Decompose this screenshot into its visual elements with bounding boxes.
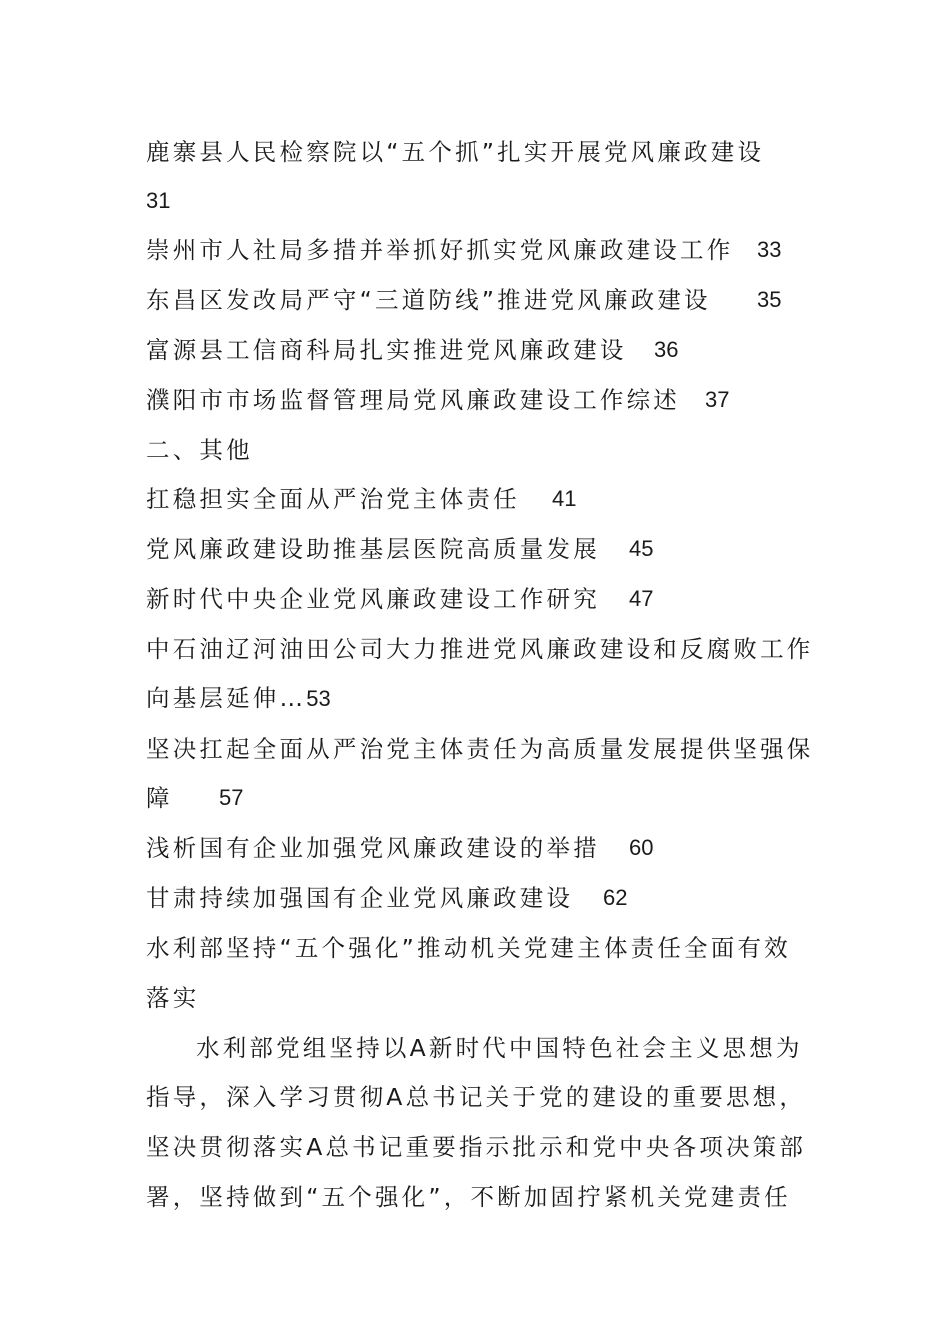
toc-item-page: 62 (603, 885, 628, 910)
article-paragraph-line: 水利部党组坚持以A新时代中国特色社会主义思想为 (196, 1034, 803, 1062)
toc-item-title: 新时代中央企业党风廉政建设工作研究 (146, 585, 600, 613)
toc-item-page: 31 (146, 188, 171, 213)
article-paragraph-line: 指导，深入学习贯彻A总书记关于党的建设的重要思想， (146, 1083, 807, 1111)
toc-item-page: 41 (552, 486, 577, 511)
toc-item-title: 甘肃持续加强国有企业党风廉政建设 (146, 884, 574, 912)
toc-item-page: 45 (629, 536, 654, 561)
toc-item-page: 36 (654, 337, 679, 362)
toc-item-page: 47 (629, 586, 654, 611)
article-paragraph-line: 署，坚持做到“五个强化”，不断加固拧紧机关党建责任 (146, 1183, 791, 1211)
toc-item-title: 扛稳担实全面从严治党主体责任 (146, 485, 520, 513)
toc-item-title: 崇州市人社局多措并举抓好抓实党风廉政建设工作 (146, 236, 734, 264)
toc-item-page: 57 (219, 785, 244, 810)
toc-item-title: 党风廉政建设助推基层医院高质量发展 (146, 535, 600, 563)
toc-item-title: 东昌区发改局严守“三道防线”推进党风廉政建设 (146, 286, 711, 314)
toc-item-title: 坚决扛起全面从严治党主体责任为高质量发展提供坚强保 (146, 735, 814, 763)
section-heading: 二、其他 (146, 436, 253, 464)
toc-item-page: 35 (757, 287, 782, 312)
toc-item-title-continued (146, 683, 331, 714)
toc-item-title: 濮阳市市场监督管理局党风廉政建设工作综述 (146, 386, 680, 414)
toc-item-title: 鹿寨县人民检察院以“五个抓”扎实开展党风廉政建设 (146, 138, 765, 166)
toc-item-page: 33 (757, 237, 782, 262)
article-paragraph-line: 坚决贯彻落实A总书记重要指示批示和党中央各项决策部 (146, 1133, 807, 1161)
toc-item-title: 浅析国有企业加强党风廉政建设的举措 (146, 834, 600, 862)
article-title: 水利部坚持“五个强化”推动机关党建主体责任全面有效 (146, 934, 791, 962)
article-title-continued: 落实 (146, 984, 200, 1012)
toc-item-title: 富源县工信商科局扎实推进党风廉政建设 (146, 336, 627, 364)
toc-item-page: 53 (306, 686, 331, 711)
toc-item-title-tail: 障 (146, 784, 173, 812)
toc-item-page: 37 (705, 387, 730, 412)
toc-item-page: 60 (629, 835, 654, 860)
toc-item-title: 中石油辽河油田公司大力推进党风廉政建设和反腐败工作 (146, 635, 814, 663)
toc-item-title-tail: 向基层延伸… (146, 684, 307, 712)
